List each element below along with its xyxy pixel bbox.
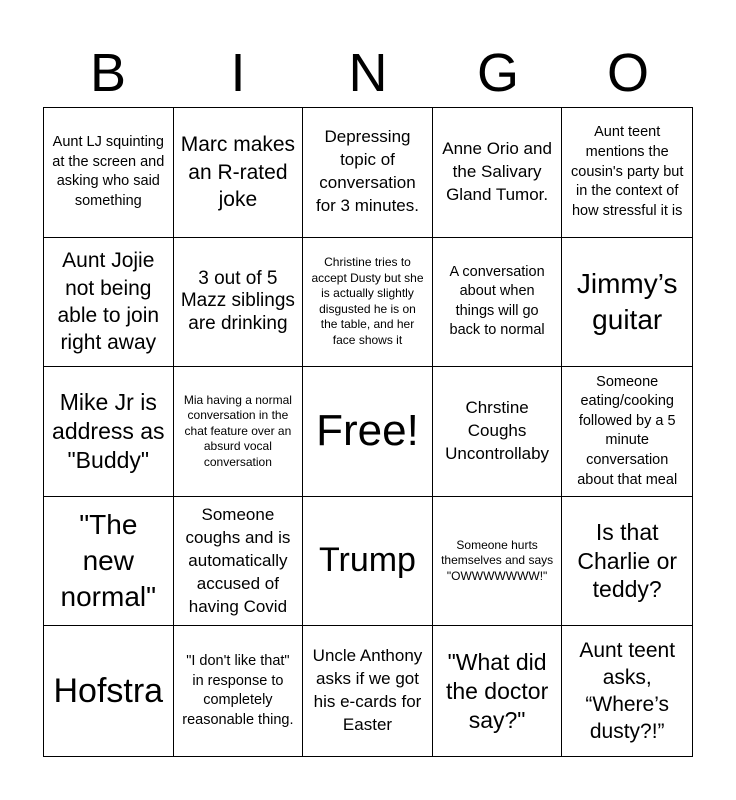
bingo-cell[interactable] <box>44 367 174 497</box>
bingo-board <box>43 107 693 757</box>
header-letter-g: G <box>476 43 519 103</box>
bingo-cell[interactable] <box>303 626 433 756</box>
header-letter-n: N <box>348 43 388 103</box>
bingo-cell[interactable] <box>433 108 563 238</box>
cell-text: Someone coughs and is automatically accused of having Covid <box>185 504 291 616</box>
bingo-cell[interactable] <box>562 497 692 627</box>
cell-text: Aunt teent asks, “Where’s dusty?!” <box>579 638 676 744</box>
bingo-cell[interactable] <box>303 497 433 627</box>
header-letter-o: O <box>606 43 649 103</box>
bingo-cell[interactable] <box>174 367 304 497</box>
cell-text: Marc makes an R-rated joke <box>180 133 296 211</box>
bingo-cell[interactable] <box>562 367 692 497</box>
cell-text: "What did the doctor say?" <box>445 649 549 733</box>
cell-text: Mia having a normal conversation in the chat feature over an absurd vocal conversation <box>183 392 292 469</box>
cell-text: Uncle Anthony asks if we got his e-cards for Easter <box>312 646 423 735</box>
cell-text: Someone hurts themselves and says "OWWWWWWW!" <box>441 537 554 583</box>
bingo-cell[interactable] <box>433 367 563 497</box>
cell-text: A conversation about when things will go back to normal <box>449 263 545 339</box>
cell-text: Hofstra <box>53 671 164 710</box>
free-space-cell[interactable] <box>303 367 433 497</box>
cell-text: Depressing topic of conversation for 3 minutes. <box>315 127 419 216</box>
cell-text: Jimmy’s guitar <box>576 267 678 335</box>
bingo-cell[interactable] <box>44 108 174 238</box>
cell-text: Someone eating/cooking followed by a 5 minute conversation about that meal <box>577 373 678 488</box>
bingo-cell[interactable] <box>303 108 433 238</box>
cell-text: "The new normal" <box>60 508 157 613</box>
bingo-cell[interactable] <box>562 238 692 368</box>
bingo-cell[interactable] <box>433 497 563 627</box>
bingo-header <box>43 38 693 108</box>
bingo-cell[interactable] <box>174 108 304 238</box>
cell-text: Anne Orio and the Salivary Gland Tumor. <box>442 138 552 204</box>
bingo-cell[interactable] <box>174 626 304 756</box>
header-letter-b: B <box>89 43 127 103</box>
cell-text: Trump <box>319 541 416 580</box>
cell-text: Mike Jr is address as "Buddy" <box>52 389 165 473</box>
bingo-cell[interactable] <box>303 238 433 368</box>
cell-text: Christine tries to accept Dusty but she is actually slightly disgusted he is on the table, and her face shows it <box>311 255 424 348</box>
bingo-cell[interactable] <box>433 238 563 368</box>
free-space-text: Free! <box>316 406 419 456</box>
cell-text: Aunt Jojie not being able to join right away <box>57 249 160 355</box>
bingo-cell[interactable] <box>562 626 692 756</box>
bingo-cell[interactable] <box>174 238 304 368</box>
cell-text: Aunt teent mentions the cousin's party but in the context of how stressful it is <box>571 124 684 219</box>
cell-text: "I don't like that" in response to completely reasonable thing. <box>182 653 294 728</box>
bingo-cell[interactable] <box>433 626 563 756</box>
cell-text: 3 out of 5 Mazz siblings are drinking <box>180 267 295 335</box>
bingo-cell[interactable] <box>44 626 174 756</box>
bingo-cell[interactable] <box>174 497 304 627</box>
bingo-cell[interactable] <box>562 108 692 238</box>
bingo-cell[interactable] <box>44 497 174 627</box>
cell-text: Chrstine Coughs Uncontrollaby <box>445 398 550 463</box>
cell-text: Aunt LJ squinting at the screen and asking who said something <box>52 134 165 209</box>
bingo-cell[interactable] <box>44 238 174 368</box>
cell-text: Is that Charlie or teddy? <box>577 518 678 603</box>
header-letter-i: I <box>230 43 246 103</box>
